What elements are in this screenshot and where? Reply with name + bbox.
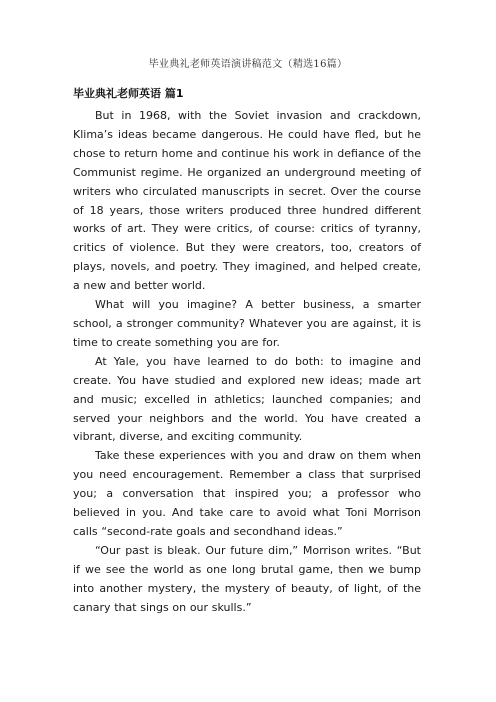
page-header: 毕业典礼老师英语演讲稿范文（精选16篇） — [148, 59, 348, 70]
paragraph: But in 1968, with the Soviet invasion and crackdown, Klima’s ideas became dangerous. He could have fled, but he chose to return home and continue his work in defiance of the Communist regime. He organized an underground meeting of writers who circulated manuscripts in secret. Over the course of 18 years, those writers produced three hundred different works of art. They were critics, of course: critics of tyranny, critics of violence. But they were creators, too, creators of plays, novels, and poetry. They imagined, and helped create, a new and better world. — [73, 109, 421, 293]
section-title: 毕业典礼老师英语 篇1 — [73, 87, 184, 100]
paragraph: “Our past is bleak. Our future dim,” Morrison writes. “But if we see the world as one long brutal game, then we bump into another mystery, the mystery of beauty, of light, of the canary that sings on our skulls.” — [73, 543, 421, 614]
article-body — [73, 86, 421, 617]
paragraph: At Yale, you have learned to do both: to imagine and create. You have studied and explored new ideas; made art and music; excelled in athletics; launched companies; and served your neighbors and the world. You have created a vibrant, diverse, and exciting community. — [73, 354, 421, 444]
paragraph: Take these experiences with you and draw on them when you need encouragement. Remember a class that surprised you; a conversation that inspired you; a professor who believed in you. And take care to avoid what Toni Morrison calls “second-rate goals and secondhand ideas.” — [73, 449, 421, 538]
paragraph: What will you imagine? A better business, a smarter school, a stronger community? Whatever you are against, it is time to create something you are for. — [73, 298, 421, 349]
